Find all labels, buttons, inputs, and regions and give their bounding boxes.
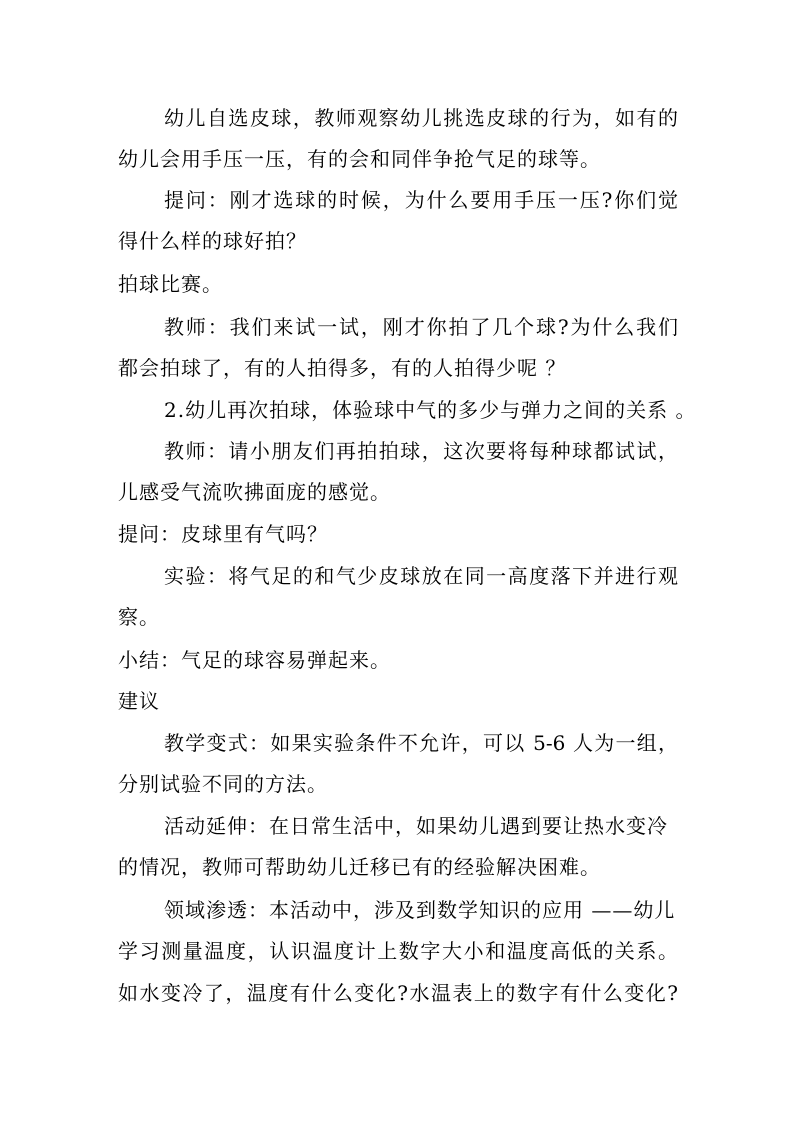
paragraph-line: 活动延伸：在日常生活中，如果幼儿遇到要让热水变冷 (164, 814, 668, 838)
paragraph-line: 如水变冷了，温度有什么变化?水温表上的数字有什么变化? (118, 981, 678, 1005)
paragraph-line: 分别试验不同的方法。 (118, 772, 328, 796)
paragraph-line: 都会拍球了，有的人拍得多，有的人拍得少呢 ？ (118, 356, 567, 380)
paragraph-line: 儿感受气流吹拂面庞的感觉。 (118, 480, 391, 504)
paragraph-line: 幼儿会用手压一压，有的会和同伴争抢气足的球等。 (118, 147, 601, 171)
section-heading: 建议 (118, 689, 160, 713)
paragraph-line: 幼儿自选皮球，教师观察幼儿挑选皮球的行为，如有的 (164, 106, 678, 130)
paragraph-line: 教师：我们来试一试，刚才你拍了几个球?为什么我们 (164, 315, 678, 339)
paragraph-line: 实验：将气足的和气少皮球放在同一高度落下并进行观 (164, 564, 678, 588)
paragraph-line: 的情况，教师可帮助幼儿迁移已有的经验解决困难。 (118, 855, 601, 879)
paragraph-line: 2.幼儿再次拍球，体验球中气的多少与弹力之间的关系 。 (164, 398, 697, 422)
paragraph-line: 学习测量温度，认识温度计上数字大小和温度高低的关系。 (118, 939, 678, 963)
paragraph-line: 领域渗透：本活动中，涉及到数学知识的应用 ——幼儿 (164, 898, 676, 922)
paragraph-line: 教师：请小朋友们再拍拍球，这次要将每种球都试试， (164, 439, 678, 463)
paragraph-line: 拍球比赛。 (118, 272, 223, 296)
paragraph-line: 提问：刚才选球的时候，为什么要用手压一压?你们觉 (164, 188, 678, 212)
paragraph-line: 小结：气足的球容易弹起来。 (118, 648, 391, 672)
paragraph-line: 察。 (118, 605, 160, 629)
paragraph-line: 提问：皮球里有气吗？ (118, 522, 328, 546)
paragraph-line: 教学变式：如果实验条件不允许，可以 5-6 人为一组， (164, 731, 678, 755)
paragraph-line: 得什么样的球好拍？ (118, 229, 307, 253)
